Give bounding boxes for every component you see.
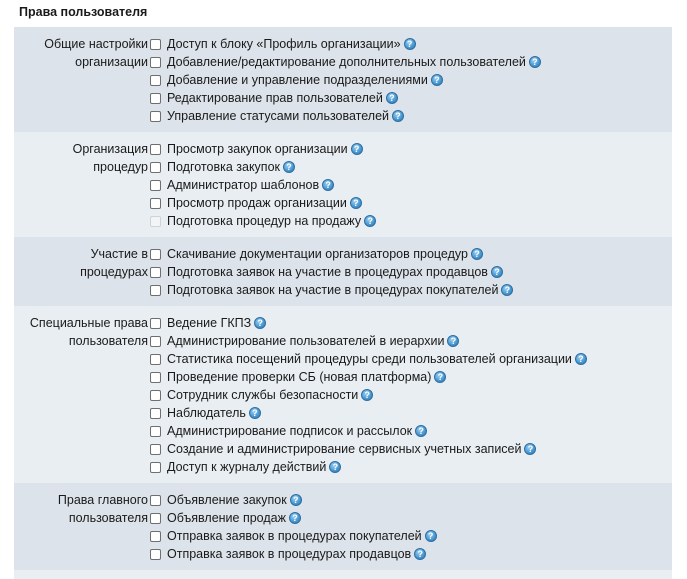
permission-checkbox[interactable] — [150, 549, 161, 560]
permission-item — [150, 281, 672, 299]
permission-item — [150, 107, 672, 125]
permission-item — [150, 158, 672, 176]
permission-item — [150, 386, 672, 404]
permission-item — [150, 440, 672, 458]
page-title: Права пользователя — [19, 5, 148, 19]
help-icon[interactable]: ? — [575, 353, 587, 365]
permission-item — [150, 458, 672, 476]
help-icon[interactable]: ? — [392, 110, 404, 122]
help-icon[interactable]: ? — [425, 530, 437, 542]
permission-item — [150, 368, 672, 386]
permission-checkbox[interactable] — [150, 267, 161, 278]
group-label-line: организации — [75, 55, 148, 69]
permission-item — [150, 89, 672, 107]
group-label-line: пользователя — [68, 511, 148, 525]
permission-checkbox[interactable] — [150, 285, 161, 296]
help-icon[interactable]: ? — [491, 266, 503, 278]
permission-list — [150, 140, 672, 230]
permission-item — [150, 53, 672, 71]
permission-list — [150, 35, 672, 125]
permission-item — [150, 176, 672, 194]
permission-checkbox[interactable] — [150, 39, 161, 50]
permission-checkbox[interactable] — [150, 57, 161, 68]
permission-checkbox[interactable] — [150, 93, 161, 104]
permission-group — [14, 483, 672, 570]
group-label-line: процедурах — [80, 265, 148, 279]
help-icon[interactable]: ? — [351, 143, 363, 155]
permission-label[interactable]: Наблюдатель — [167, 406, 246, 420]
permission-label[interactable]: Подготовка процедур на продажу — [167, 214, 362, 228]
permission-list — [150, 314, 672, 476]
permission-label[interactable]: Ведение ГКПЗ — [167, 316, 252, 330]
permission-label[interactable]: Просмотр закупок организации — [167, 142, 348, 156]
permission-checkbox[interactable] — [150, 144, 161, 155]
permission-item — [150, 35, 672, 53]
permission-label[interactable]: Добавление/редактирование дополнительных пользователей — [167, 55, 526, 69]
permission-label[interactable]: Отправка заявок в процедурах покупателей — [167, 529, 422, 543]
permission-checkbox[interactable] — [150, 426, 161, 437]
permission-checkbox[interactable] — [150, 354, 161, 365]
permission-checkbox — [150, 216, 161, 227]
permission-checkbox[interactable] — [150, 249, 161, 260]
permission-label[interactable]: Редактирование прав пользователей — [167, 91, 383, 105]
permission-label[interactable]: Управление статусами пользователей — [167, 109, 390, 123]
permission-item — [150, 509, 672, 527]
permission-label[interactable]: Администрирование подписок и рассылок — [167, 424, 413, 438]
help-icon[interactable]: ? — [415, 425, 427, 437]
permission-checkbox[interactable] — [150, 495, 161, 506]
permission-group — [14, 27, 672, 132]
permission-checkbox[interactable] — [150, 336, 161, 347]
permission-checkbox[interactable] — [150, 75, 161, 86]
permission-label[interactable]: Объявление продаж — [167, 511, 286, 525]
permission-checkbox[interactable] — [150, 408, 161, 419]
group-label-line: Организация — [72, 142, 148, 156]
permission-checkbox[interactable] — [150, 111, 161, 122]
help-icon[interactable]: ? — [524, 443, 536, 455]
group-label — [14, 140, 150, 230]
permission-item — [150, 140, 672, 158]
help-icon[interactable]: ? — [414, 548, 426, 560]
permission-list — [150, 245, 672, 299]
permission-checkbox[interactable] — [150, 162, 161, 173]
permission-label[interactable]: Доступ к блоку «Профиль организации» — [167, 37, 401, 51]
permission-item — [150, 263, 672, 281]
permission-label[interactable]: Администрирование пользователей в иерархии — [167, 334, 445, 348]
permission-item — [150, 491, 672, 509]
permission-item — [150, 194, 672, 212]
permission-label[interactable]: Добавление и управление подразделениями — [167, 73, 428, 87]
permission-label[interactable]: Сотрудник службы безопасности — [167, 388, 359, 402]
help-icon[interactable]: ? — [431, 74, 443, 86]
permission-item — [150, 212, 672, 230]
help-icon[interactable]: ? — [290, 494, 302, 506]
permission-label[interactable]: Доступ к журналу действий — [167, 460, 327, 474]
help-icon[interactable]: ? — [529, 56, 541, 68]
help-icon[interactable]: ? — [283, 161, 295, 173]
permission-label[interactable]: Подготовка заявок на участие в процедурах покупателей — [167, 283, 499, 297]
help-icon[interactable]: ? — [254, 317, 266, 329]
permission-checkbox[interactable] — [150, 180, 161, 191]
permission-checkbox[interactable] — [150, 444, 161, 455]
permission-item — [150, 527, 672, 545]
permission-group — [14, 237, 672, 306]
permission-label[interactable]: Проведение проверки СБ (новая платформа) — [167, 370, 432, 384]
help-icon[interactable]: ? — [249, 407, 261, 419]
permission-label[interactable]: Создание и администрирование сервисных учетных записей — [167, 442, 522, 456]
help-icon[interactable]: ? — [386, 92, 398, 104]
permission-item — [150, 332, 672, 350]
permission-item — [150, 422, 672, 440]
permission-label[interactable]: Просмотр продаж организации — [167, 196, 347, 210]
group-label-line: процедур — [93, 160, 148, 174]
group-label-line: Права главного — [57, 493, 148, 507]
help-icon[interactable]: ? — [471, 248, 483, 260]
permission-item — [150, 350, 672, 368]
permission-item — [150, 545, 672, 563]
permission-group — [14, 132, 672, 237]
help-icon[interactable]: ? — [404, 38, 416, 50]
permissions-table — [14, 27, 672, 579]
permission-list — [150, 491, 672, 563]
group-label — [14, 314, 150, 476]
help-icon[interactable]: ? — [434, 371, 446, 383]
permission-label[interactable]: Объявление закупок — [167, 493, 287, 507]
help-icon[interactable]: ? — [361, 389, 373, 401]
permission-label[interactable]: Подготовка закупок — [167, 160, 280, 174]
permission-label[interactable]: Статистика посещений процедуры среди пользователей организации — [167, 352, 572, 366]
group-label — [14, 491, 150, 563]
help-icon[interactable]: ? — [322, 179, 334, 191]
permission-item — [150, 245, 672, 263]
permission-label[interactable]: Администратор шаблонов — [167, 178, 320, 192]
permission-checkbox[interactable] — [150, 318, 161, 329]
group-label-line: Специальные права — [29, 316, 148, 330]
permission-item — [150, 71, 672, 89]
permission-checkbox[interactable] — [150, 462, 161, 473]
help-icon[interactable]: ? — [501, 284, 513, 296]
permission-checkbox[interactable] — [150, 198, 161, 209]
permission-group — [14, 306, 672, 483]
group-label — [14, 35, 150, 125]
permission-checkbox[interactable] — [150, 531, 161, 542]
permission-label[interactable]: Подготовка заявок на участие в процедурах продавцов — [167, 265, 488, 279]
permission-checkbox[interactable] — [150, 513, 161, 524]
permission-checkbox[interactable] — [150, 372, 161, 383]
permission-label[interactable]: Скачивание документации организаторов процедур — [167, 247, 468, 261]
permission-item — [150, 404, 672, 422]
permission-item — [150, 314, 672, 332]
table-footer-band — [14, 570, 672, 579]
group-label-line: Участие в — [90, 247, 148, 261]
help-icon[interactable]: ? — [329, 461, 341, 473]
group-label-line: пользователя — [68, 334, 148, 348]
help-icon[interactable]: ? — [350, 197, 362, 209]
permission-checkbox[interactable] — [150, 390, 161, 401]
help-icon[interactable]: ? — [447, 335, 459, 347]
help-icon[interactable]: ? — [364, 215, 376, 227]
group-label-line: Общие настройки — [44, 37, 148, 51]
permission-label[interactable]: Отправка заявок в процедурах продавцов — [167, 547, 412, 561]
help-icon[interactable]: ? — [289, 512, 301, 524]
group-label — [14, 245, 150, 299]
